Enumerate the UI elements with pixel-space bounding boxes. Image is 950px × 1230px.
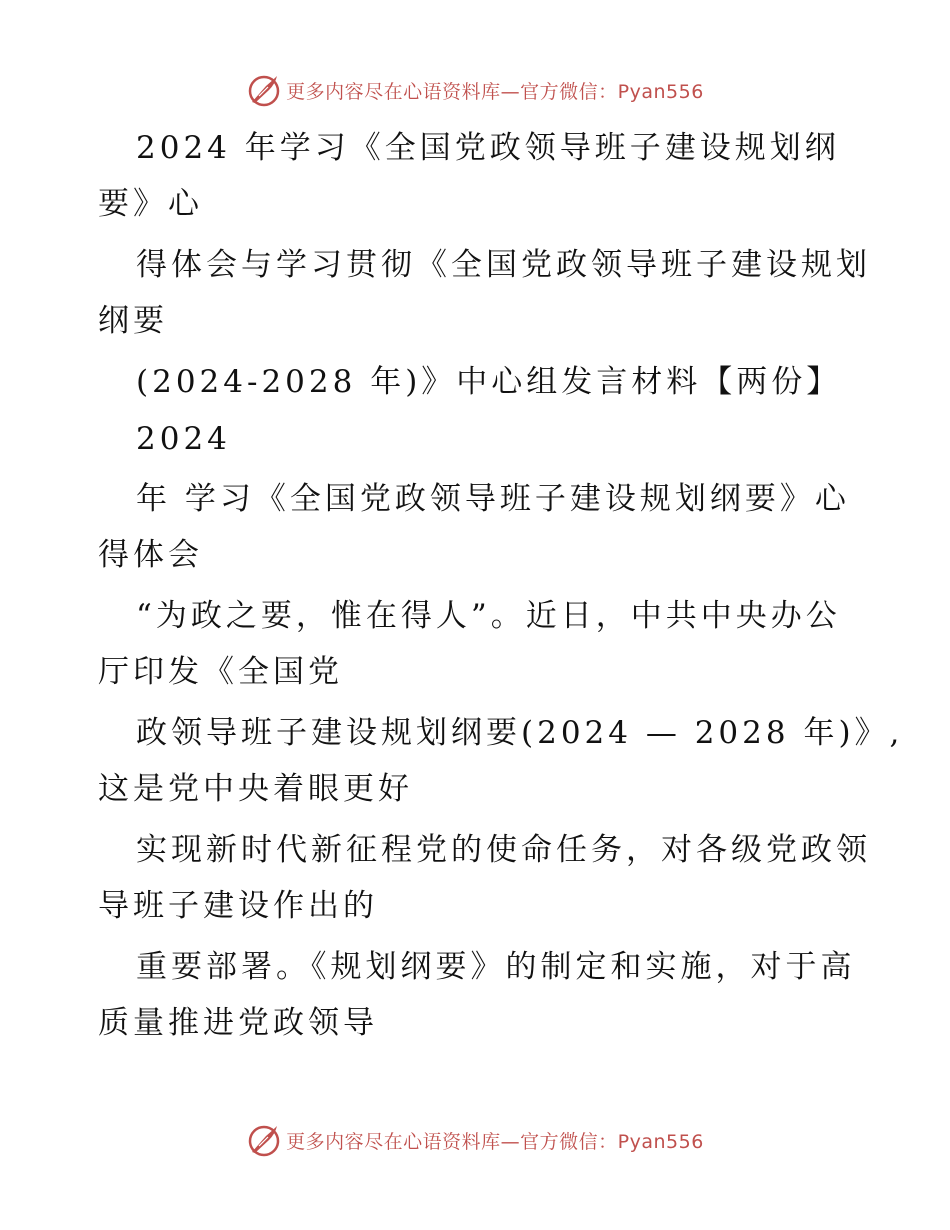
- text-line: 得体会: [98, 537, 203, 573]
- text-line: 实现新时代新征程党的使命任务，对各级党政领: [136, 832, 871, 868]
- text-line: 导班子建设作出的: [98, 888, 378, 924]
- text-line: 纲要: [98, 303, 168, 339]
- text-line: 重要部署。《规划纲要》的制定和实施，对于高: [136, 949, 856, 985]
- text-line: 得体会与学习贯彻《全国党政领导班子建设规划: [136, 247, 871, 283]
- text-line: 质量推进党政领导: [98, 1005, 378, 1041]
- text-line: 厅印发《全国党: [98, 654, 343, 690]
- feather-pen-logo-icon: [246, 1122, 282, 1158]
- text-line: 政领导班子建设规划纲要(2024 — 2028 年)》,: [136, 715, 904, 751]
- watermark-text: 更多内容尽在心语资料库—官方微信：Pyan556: [286, 80, 704, 103]
- text-line: 这是党中央着眼更好: [98, 771, 413, 807]
- text-line: 年 学习《全国党政领导班子建设规划纲要》心: [136, 481, 850, 517]
- text-line: “为政之要，惟在得人”。近日，中共中央办公: [136, 598, 841, 634]
- watermark-banner-bottom: [0, 1120, 950, 1160]
- text-line: 2024: [136, 421, 231, 457]
- watermark-text: 更多内容尽在心语资料库—官方微信：Pyan556: [286, 1130, 704, 1153]
- text-line: (2024-2028 年)》中心组发言材料【两份】: [136, 364, 842, 400]
- text-line: 2024 年学习《全国党政领导班子建设规划纲: [136, 130, 840, 166]
- text-line: 要》心: [98, 186, 203, 222]
